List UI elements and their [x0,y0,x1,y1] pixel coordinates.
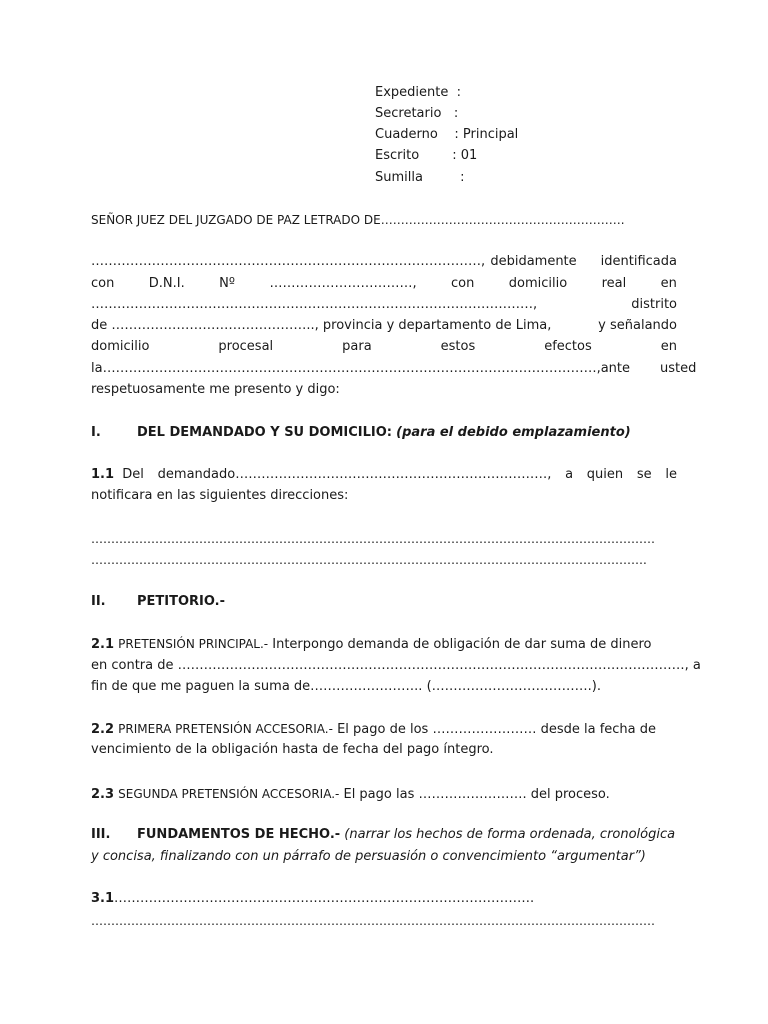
section-3-note-line-2: y concisa, finalizando con un párrafo de persuasión o convencimiento “argumentar”) [91,849,646,864]
intro-line-5: domicilio procesal para estos efectos en [91,339,677,354]
section-2-number: II. [91,594,106,609]
expediente-field: Expediente : [375,85,461,100]
section-1-heading: I. [91,425,101,440]
judge-address: SEÑOR JUEZ DEL JUZGADO DE PAZ LETRADO DE……………………………………………………. [91,213,625,227]
petitorio-2-2-line-2: vencimiento de la obligación hasta de fecha del pago íntegro. [91,742,494,757]
petitorio-2-1-line-2: en contra de ………………………………………………………………………………………………………, a [91,658,701,673]
petitorio-2-3-line-1: 2.3 SEGUNDA PRETENSIÓN ACCESORIA.- El pago las ……………………. del proceso. [91,787,610,802]
section-1-title: DEL DEMANDADO Y SU DOMICILIO: (para el debido emplazamiento) [137,425,631,440]
petitorio-2-2-line-1: 2.2 PRIMERA PRETENSIÓN ACCESORIA.- El pago de los …………………… desde la fecha de [91,722,657,737]
intro-line-6: la……………………………………………………………………………………………………, ante usted [91,361,697,376]
section-1-item-line-1: 1.1 Del demandado………………………………………………………………, a quien se le [91,467,677,482]
section-3-item-line-1: 3.1……………………………………………………………………………………. [91,891,535,906]
petitorio-2-1-line-1: 2.1 PRETENSIÓN PRINCIPAL.- Interpongo demanda de obligación de dar suma de dinero [91,637,652,652]
cuaderno-field: Cuaderno : Principal [375,127,519,142]
intro-line-7: respetuosamente me presento y digo: [91,382,340,397]
section-3-dots-2: …………………………………………………………………………………………………………………………… [91,914,655,928]
intro-line-2: con D.N.I. Nº ……………………………, con domicilio real en [91,276,677,291]
address-dots-1: …………………………………………………………………………………………………………………………… [91,532,655,546]
secretario-field: Secretario : [375,106,459,121]
intro-line-1: ………………………………………………………………………………, debidamente identificada [91,254,677,269]
section-3-number: III. [91,827,111,842]
section-3-title: FUNDAMENTOS DE HECHO.- (narrar los hechos de forma ordenada, cronológica [137,827,676,842]
intro-line-4: de ……………………………………….., provincia y departamento de Lima, y señalando [91,318,677,333]
escrito-field: Escrito : 01 [375,148,478,163]
address-dots-2: …………………………………………………………………………………………………………………………. [91,553,647,567]
section-1-item-line-2: notificara en las siguientes direcciones: [91,488,349,503]
petitorio-2-1-line-3: fin de que me paguen la suma de…………………….. (……………………………….). [91,679,601,694]
sumilla-field: Sumilla : [375,170,465,185]
section-2-title: PETITORIO.- [137,594,225,609]
intro-line-3: …………………………………………………………………………………………, distrito [91,297,677,312]
